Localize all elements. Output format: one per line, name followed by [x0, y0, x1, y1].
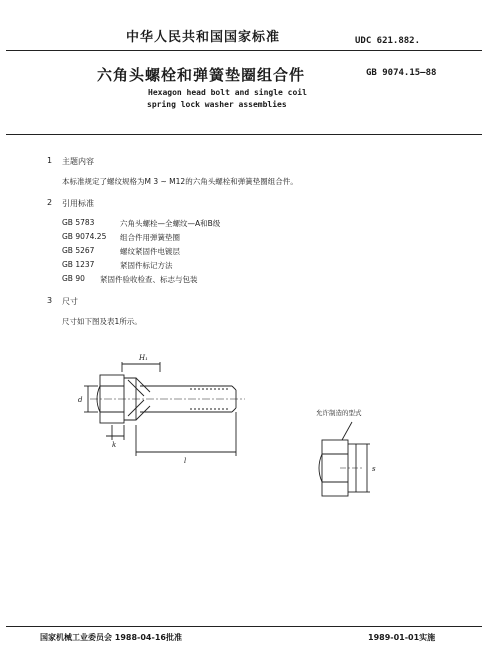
- section1-paragraph: 本标准规定了螺纹规格为M 3 ~ M12的六角头螺栓和弹簧垫圈组合件。: [62, 177, 298, 186]
- udc-code: UDC 621.882.: [355, 36, 421, 46]
- section-title: 引用标准: [62, 199, 94, 208]
- section-number: 2: [47, 198, 53, 207]
- section3-paragraph: 尺寸如下图及表1所示。: [62, 317, 142, 326]
- dim-l-label: l: [184, 457, 187, 465]
- alternate-form-note: 允许制造的型式: [316, 409, 362, 417]
- dim-s-label: s: [372, 465, 376, 473]
- reference-code: GB 90: [62, 274, 85, 283]
- section-title: 尺寸: [62, 297, 78, 306]
- standard-title-cn: 六角头螺栓和弹簧垫圈组合件: [97, 66, 306, 84]
- dim-d-label: d: [78, 396, 83, 404]
- section-number: 3: [47, 296, 53, 305]
- reference-desc: 组合件用弹簧垫圈: [120, 233, 180, 242]
- reference-code: GB 5267: [62, 246, 95, 255]
- standard-title-en-line2: spring lock washer assemblies: [147, 100, 287, 109]
- standard-title-en-line1: Hexagon head bolt and single coil: [148, 88, 307, 97]
- national-standard-heading: 中华人民共和国国家标准: [126, 30, 281, 45]
- reference-desc: 紧固件标记方法: [120, 261, 173, 270]
- dim-h1-label: H₁: [139, 354, 148, 362]
- standard-number: GB 9074.15—88: [366, 68, 437, 78]
- reference-code: GB 9074.25: [62, 232, 107, 241]
- reference-code: GB 1237: [62, 260, 95, 269]
- section-number: 1: [47, 156, 53, 165]
- section-title: 主题内容: [62, 157, 94, 166]
- reference-code: GB 5783: [62, 218, 95, 227]
- reference-desc: 螺纹紧固件电镀层: [120, 247, 180, 256]
- reference-desc: 六角头螺栓—全螺纹—A和B级: [120, 219, 221, 228]
- reference-desc: 紧固件验收检查、标志与包装: [100, 275, 198, 284]
- bottom-divider: [6, 626, 482, 627]
- dim-k-label: k: [112, 441, 117, 449]
- effective-date: 1989-01-01实施: [368, 633, 436, 642]
- approval-line: 国家机械工业委员会 1988-04-16批准: [40, 633, 182, 642]
